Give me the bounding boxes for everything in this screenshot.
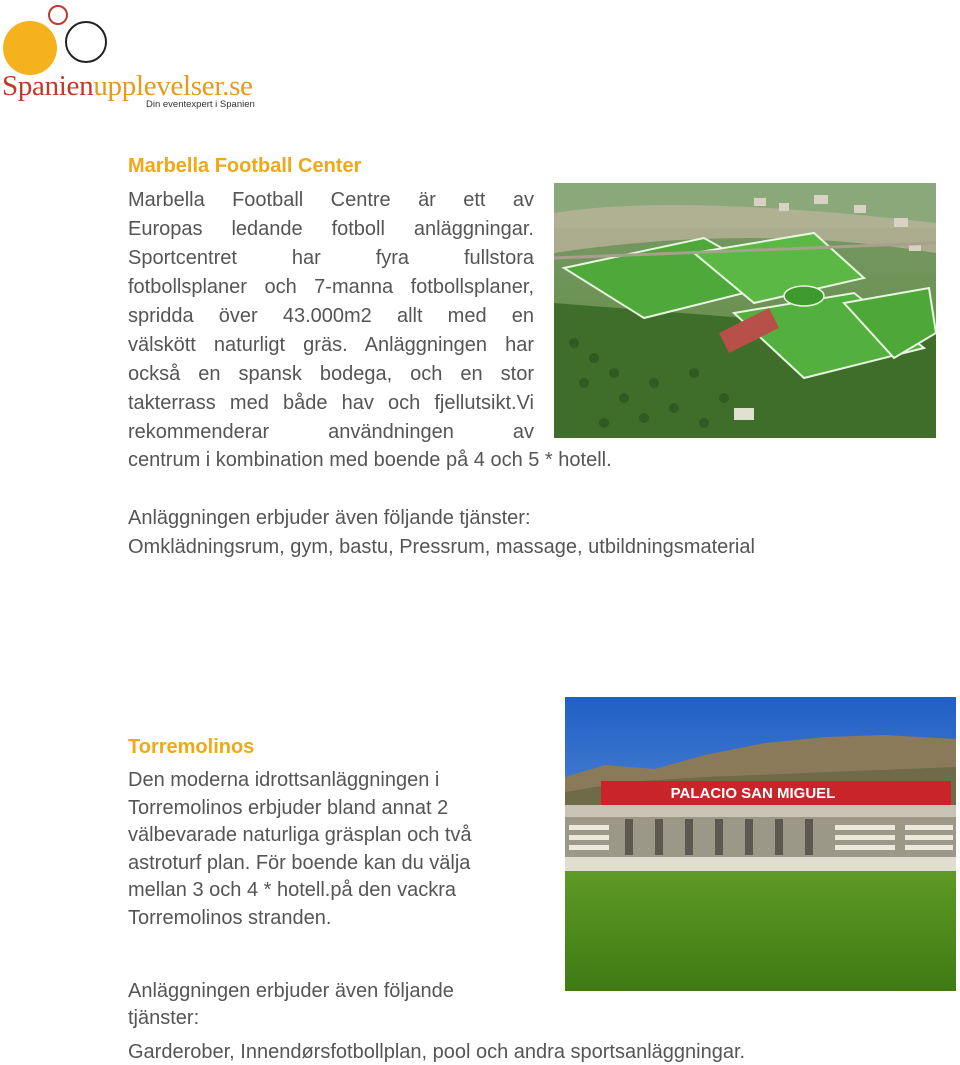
logo	[0, 0, 290, 115]
marbella-services	[128, 504, 755, 562]
marbella-description	[128, 186, 534, 447]
torremolinos-services-line: tjänster:	[128, 1007, 200, 1029]
marbella-last-line: centrum i kombination med boende på 4 och 5 * hotell.	[128, 449, 612, 471]
logo-wordmark-part1: Spanien	[2, 70, 94, 102]
torremolinos-stadium-photo	[565, 697, 956, 991]
torremolinos-services-list: Garderober, Innendørsfotbollplan, pool och andra sportsanläggningar.	[128, 1041, 746, 1063]
logo-circles-icon	[0, 0, 120, 80]
logo-tagline: Din eventexpert i Spanien	[146, 99, 255, 110]
torremolinos-line: mellan 3 och 4 * hotell.på den vackra	[128, 879, 456, 901]
marbella-line: spridda över 43.000m2 allt med en	[128, 305, 534, 327]
section-title-marbella: Marbella Football Center	[128, 155, 362, 177]
marbella-services-line: Omklädningsrum, gym, bastu, Pressrum, massage, utbildningsmaterial	[128, 536, 755, 558]
torremolinos-services	[128, 978, 454, 1032]
marbella-line: Europas ledande fotboll anläggningar.	[128, 218, 534, 240]
stadium-sign: PALACIO SAN MIGUEL	[670, 785, 836, 802]
torremolinos-line: Torremolinos erbjuder bland annat 2	[128, 796, 449, 819]
marbella-line: Marbella Football Centre är ett av	[128, 189, 534, 211]
marbella-line: Sportcentret har fyra fullstora	[128, 247, 534, 269]
marbella-line: fotbollsplaner och 7-manna fotbollsplaner,	[128, 276, 534, 298]
logo-wordmark-part2: upplevelser.se	[93, 70, 253, 102]
marbella-line: rekommenderar användningen av	[128, 421, 534, 443]
marbella-line: takterrass med både hav och fjellutsikt.Vi	[128, 392, 534, 414]
marbella-line: välskött naturligt gräs. Anläggningen har	[128, 334, 534, 356]
torremolinos-line: Den moderna idrottsanläggningen i	[128, 769, 440, 791]
marbella-aerial-photo	[554, 183, 936, 438]
section-title-torremolinos: Torremolinos	[128, 736, 255, 758]
marbella-services-line: Anläggningen erbjuder även följande tjänster:	[128, 507, 531, 529]
torremolinos-description	[128, 767, 472, 932]
torremolinos-line: Torremolinos stranden.	[128, 906, 332, 929]
marbella-line: också en spansk bodega, och en stor	[128, 363, 534, 385]
torremolinos-line: astroturf plan. För boende kan du välja	[128, 851, 471, 874]
torremolinos-line: välbevarade naturliga gräsplan och två	[128, 824, 472, 846]
torremolinos-services-line: Anläggningen erbjuder även följande	[128, 980, 454, 1002]
